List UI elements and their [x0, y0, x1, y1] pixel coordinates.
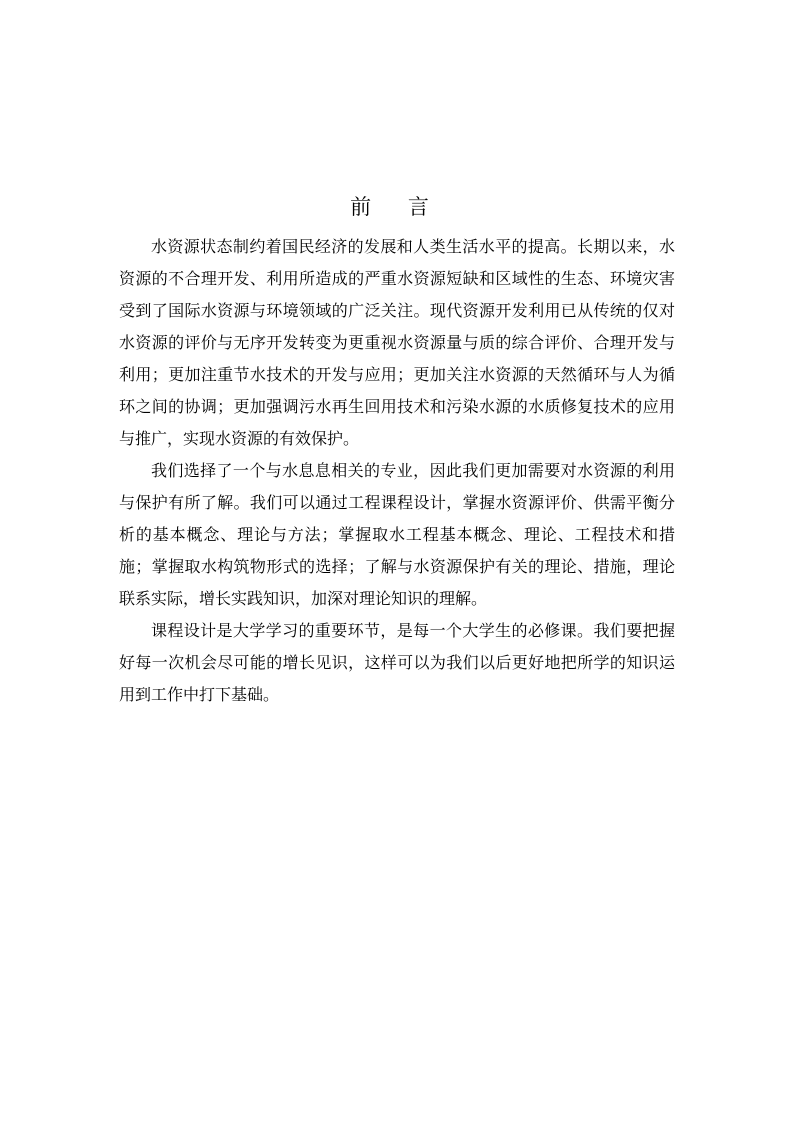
- paragraph-3: 课程设计是大学学习的重要环节，是每一个大学生的必修课。我们要把握好每一次机会尽可能的增长见识，这样可以为我们以后更好地把所学的知识运用到工作中打下基础。: [119, 621, 675, 704]
- page-title: 前 言: [350, 195, 444, 219]
- paragraph-1: 水资源状态制约着国民经济的发展和人类生活水平的提高。长期以来，水资源的不合理开发、利用所造成的严重水资源短缺和区域性的生态、环境灾害受到了国际水资源与环境领域的广泛关注。现代资源开发利用已从传统的仅对水资源的评价与无序开发转变为更重视水资源量与质的综合评价、合理开发与利用；更加注重节水技术的开发与应用；更加关注水资源的天然循环与人为循环之间的协调；更加强调污水再生回用技术和污染水源的水质修复技术的应用与推广，实现水资源的有效保护。: [119, 237, 675, 448]
- paragraph-2: 我们选择了一个与水息息相关的专业，因此我们更加需要对水资源的利用与保护有所了解。我们可以通过工程课程设计，掌握水资源评价、供需平衡分析的基本概念、理论与方法；掌握取水工程基本概念、理论、工程技术和措施；掌握取水构筑物形式的选择；了解与水资源保护有关的理论、措施，理论联系实际，增长实践知识，加深对理论知识的理解。: [119, 461, 675, 608]
- document-body: [119, 231, 675, 711]
